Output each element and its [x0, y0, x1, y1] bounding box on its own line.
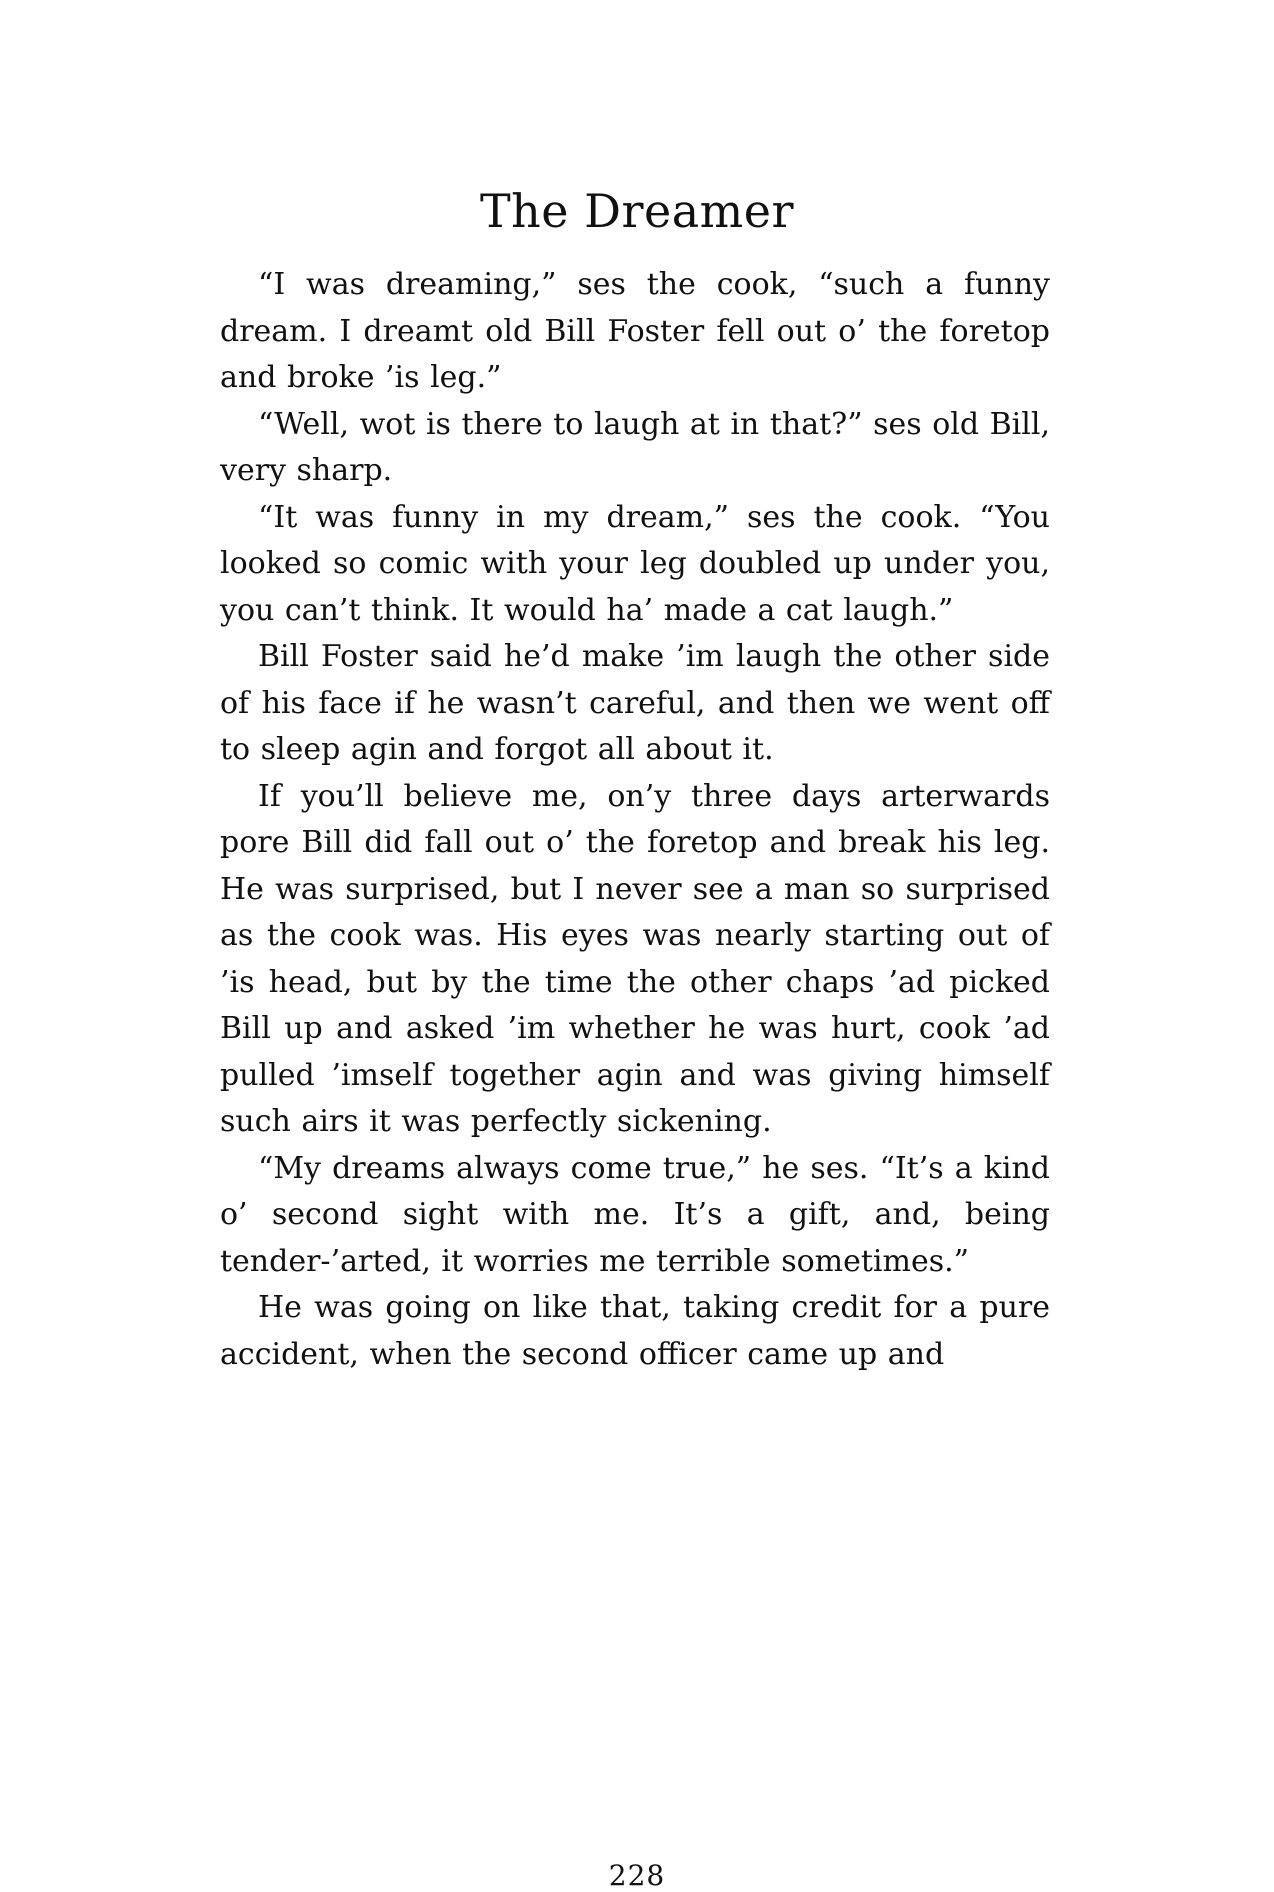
paragraph: If you’ll believe me, on’y three days arterwards pore Bill did fall out o’ the foretop and break his leg. He was surprised, but I never see a man so surprised as the cook was. His eyes was nearly starting out of ’is head, but by the time the other chaps ’ad picked Bill up and asked ’im whether he was hurt, cook ’ad pulled ’imself together agin and was giving himself such airs it was perfectly sickening. [220, 778, 1050, 1139]
paragraph: “My dreams always come true,” he ses. “It’s a kind o’ second sight with me. It’s a gift, and, being tender-’arted, it worries me terrible sometimes.” [220, 1150, 1050, 1279]
paragraph: Bill Foster said he’d make ’im laugh the other side of his face if he wasn’t careful, and then we went off to sleep agin and forgot all about it. [220, 639, 1050, 767]
paragraph: “Well, wot is there to laugh at in that?” ses old Bill, very sharp. [220, 406, 1050, 488]
body-text [220, 262, 1050, 1378]
page-number: 228 [608, 1859, 666, 1892]
running-head: The Dreamer [479, 184, 794, 238]
paragraph: “I was dreaming,” ses the cook, “such a funny dream. I dreamt old Bill Foster fell out o’ the foretop and broke ’is leg.” [220, 267, 1050, 395]
paragraph: He was going on like that, taking credit for a pure accident, when the second officer came up and [220, 1290, 1050, 1372]
paragraph: “It was funny in my dream,” ses the cook. “You looked so comic with your leg doubled up under you, you can’t think. It would ha’ made a cat laugh.” [220, 499, 1050, 628]
